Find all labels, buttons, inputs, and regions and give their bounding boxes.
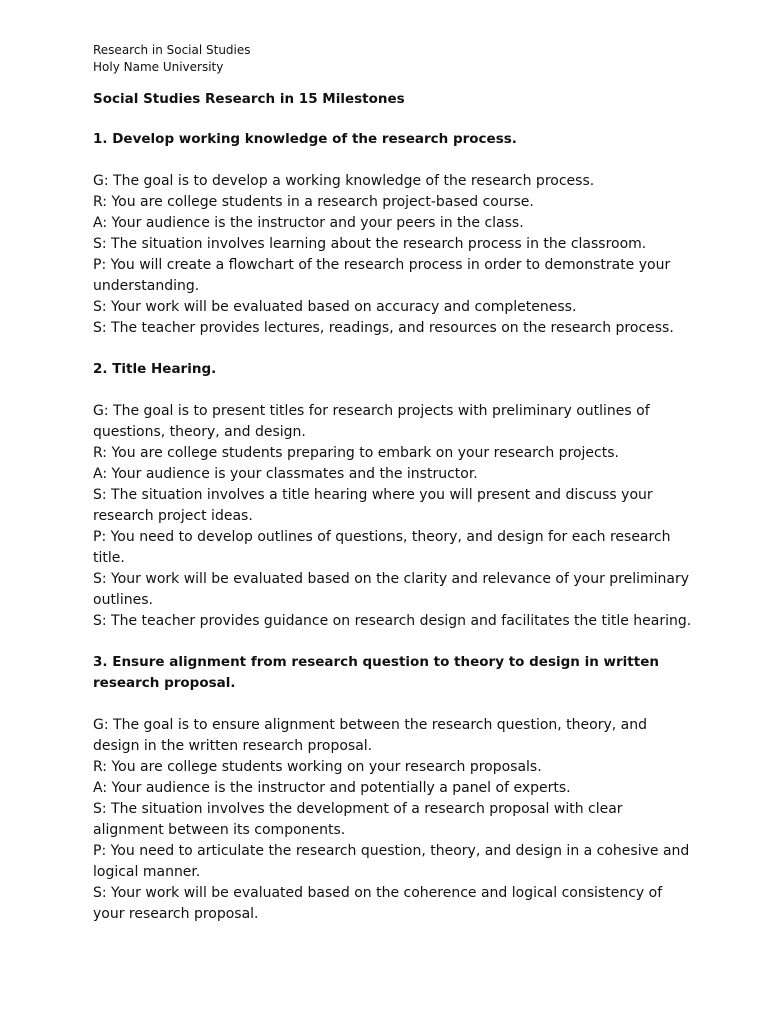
milestone-role: R: You are college students in a research project-based course.: [93, 194, 534, 210]
document-title: Social Studies Research in 15 Milestones: [93, 91, 405, 107]
milestone-2: [93, 359, 693, 632]
milestone-audience: A: Your audience is your classmates and the instructor.: [93, 466, 478, 482]
milestone-standards: S: Your work will be evaluated based on the coherence and logical consistency of your research proposal.: [93, 885, 663, 922]
milestone-1: [93, 129, 693, 339]
milestone-product: P: You will create a flowchart of the research process in order to demonstrate your understanding.: [93, 257, 671, 294]
milestone-heading: 1. Develop working knowledge of the research process.: [93, 131, 517, 147]
milestone-3: [93, 652, 693, 925]
document-page: [93, 42, 693, 925]
milestone-role: R: You are college students preparing to embark on your research projects.: [93, 445, 619, 461]
institution-name: Holy Name University: [93, 60, 224, 74]
milestone-product: P: You need to develop outlines of questions, theory, and design for each research title.: [93, 529, 671, 566]
milestone-situation: S: The situation involves a title hearing where you will present and discuss your research project ideas.: [93, 487, 653, 524]
milestone-heading: 3. Ensure alignment from research question to theory to design in written research proposal.: [93, 654, 659, 691]
milestone-audience: A: Your audience is the instructor and your peers in the class.: [93, 215, 524, 231]
milestone-role: R: You are college students working on your research proposals.: [93, 759, 542, 775]
milestone-support: S: The teacher provides lectures, readings, and resources on the research process.: [93, 320, 674, 336]
milestone-situation: S: The situation involves the development of a research proposal with clear alignment between its components.: [93, 801, 623, 838]
milestone-goal: G: The goal is to present titles for research projects with preliminary outlines of questions, theory, and design.: [93, 403, 650, 440]
milestone-product: P: You need to articulate the research question, theory, and design in a cohesive and logical manner.: [93, 843, 690, 880]
milestone-goal: G: The goal is to develop a working knowledge of the research process.: [93, 173, 595, 189]
course-name: Research in Social Studies: [93, 43, 251, 57]
milestone-support: S: The teacher provides guidance on research design and facilitates the title hearing.: [93, 613, 692, 629]
milestone-audience: A: Your audience is the instructor and potentially a panel of experts.: [93, 780, 571, 796]
milestone-standards: S: Your work will be evaluated based on the clarity and relevance of your preliminary outlines.: [93, 571, 690, 608]
milestone-goal: G: The goal is to ensure alignment between the research question, theory, and design in the written research proposal.: [93, 717, 647, 754]
milestone-situation: S: The situation involves learning about the research process in the classroom.: [93, 236, 647, 252]
milestone-standards: S: Your work will be evaluated based on accuracy and completeness.: [93, 299, 577, 315]
milestone-heading: 2. Title Hearing.: [93, 361, 217, 377]
